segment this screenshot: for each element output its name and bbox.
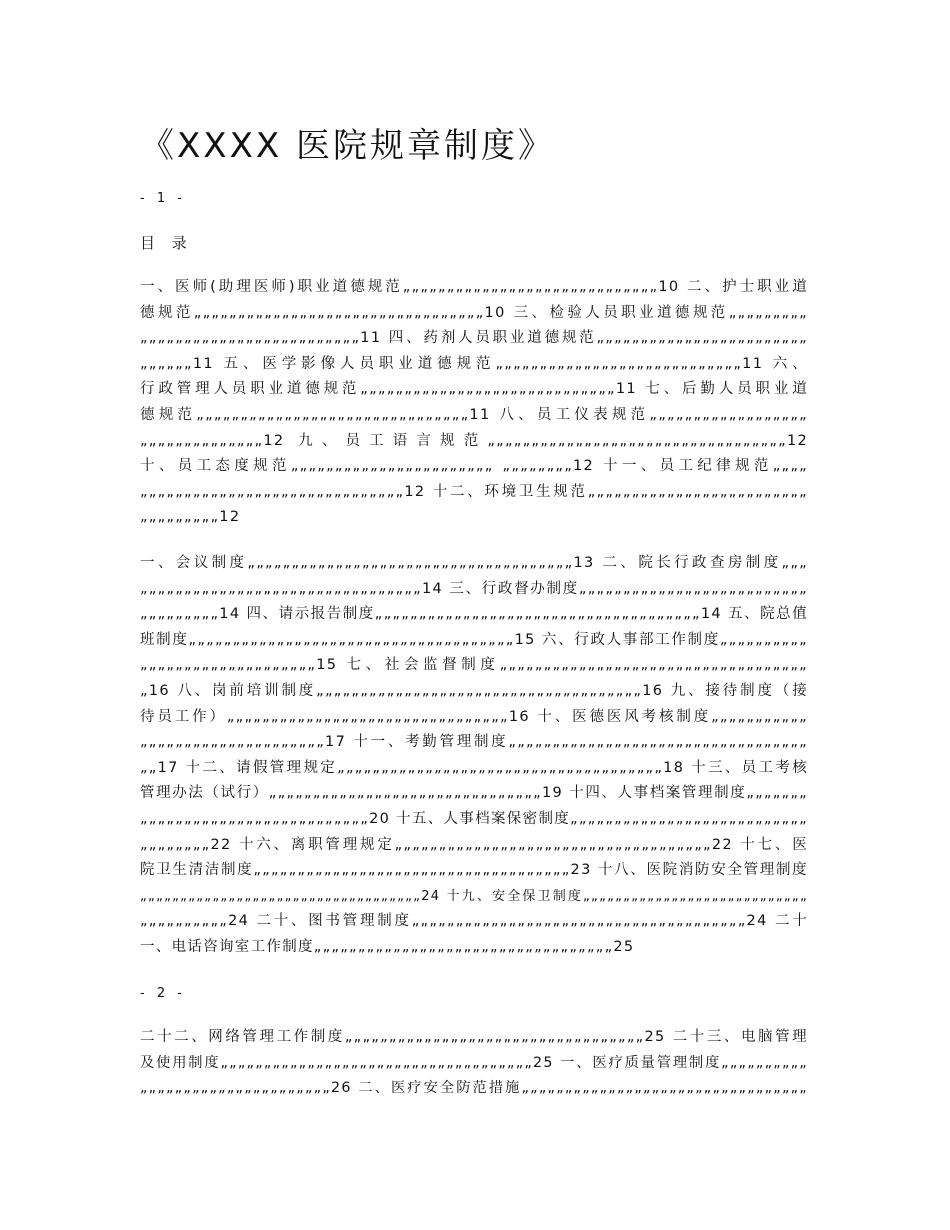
toc-line: „„„„„„„„22 十六、离职管理规定„„„„„„„„„„„„„„„„„„„„„„„„„„„„„„„„„„„„22 十七、医 bbox=[140, 836, 808, 853]
page-marker-1: - 1 - bbox=[140, 191, 186, 206]
toc-line: 一、电话咨询室工作制度„„„„„„„„„„„„„„„„„„„„„„„„„„„„„„„„„„25 bbox=[140, 938, 635, 955]
toc-line: „„17 十二、请假管理规定„„„„„„„„„„„„„„„„„„„„„„„„„„„„„„„„„„„„„18 十三、员工考核 bbox=[140, 759, 808, 776]
toc-line: „„„„„„„„„„„„„„„„„„„„„17 十一、考勤管理制度„„„„„„„„„„„„„„„„„„„„„„„„„„„„„„„„„„ bbox=[140, 734, 808, 751]
toc-paragraph-3 bbox=[140, 1025, 808, 1102]
toc-paragraph-2 bbox=[140, 551, 808, 961]
toc-heading: 目 录 bbox=[140, 234, 193, 252]
toc-line: 十、员工态度规范„„„„„„„„„„„„„„„„„„„„„„„ „„„„„„„„12 十一、员工纪律规范„„„„ bbox=[140, 458, 808, 475]
toc-line: „„„„„„11 五、医学影像人员职业道德规范„„„„„„„„„„„„„„„„„„„„„„„„„„„„11 六、 bbox=[140, 355, 808, 372]
toc-line: „„„„„„„„„„„„„„„„„„„„„„„„„„„„„„„„14 三、行政督办制度„„„„„„„„„„„„„„„„„„„„„„„„„„ bbox=[140, 580, 808, 597]
toc-line: „„„„„„„„„„„„„„„„„„„„„„„„„„„„„„12 十二、环境卫生规范„„„„„„„„„„„„„„„„„„„„„„„„„ bbox=[140, 483, 808, 500]
toc-line: 二十二、网络管理工作制度„„„„„„„„„„„„„„„„„„„„„„„„„„„„„„„„„„25 二十三、电脑管理 bbox=[140, 1029, 808, 1045]
toc-line: 及使用制度„„„„„„„„„„„„„„„„„„„„„„„„„„„„„„„„„„„„25 一、医疗质量管理制度„„„„„„„„„„ bbox=[140, 1054, 808, 1071]
toc-line: 德规范„„„„„„„„„„„„„„„„„„„„„„„„„„„„„„„„„10 三、检验人员职业道德规范„„„„„„„„„ bbox=[140, 304, 808, 321]
toc-line: 待员工作）„„„„„„„„„„„„„„„„„„„„„„„„„„„„„„„„16 十、医德医风考核制度„„„„„„„„„„„ bbox=[140, 708, 808, 725]
toc-line: „„„„„„„„„„„„„„„„„„„„„„„„„11 四、药剂人员职业道德规范„„„„„„„„„„„„„„„„„„„„„„„„ bbox=[140, 330, 808, 347]
toc-line: „„„„„„„„„„„„„„„„„„„„„„„„„„„„„„„„„„„24 十九、安全保卫制度„„„„„„„„„„„„„„„„„„„„„„„„„„„„ bbox=[140, 888, 808, 904]
toc-line: „„„„„„„„„14 四、请示报告制度„„„„„„„„„„„„„„„„„„„„„„„„„„„„„„„„„„„„„14 五、院总值 bbox=[140, 606, 808, 623]
toc-paragraph-1 bbox=[140, 275, 808, 531]
toc-line: 德规范„„„„„„„„„„„„„„„„„„„„„„„„„„„„„„„11 八、员工仪表规范„„„„„„„„„„„„„„„„„„ bbox=[140, 406, 808, 423]
toc-line: 班制度„„„„„„„„„„„„„„„„„„„„„„„„„„„„„„„„„„„„„15 六、行政人事部工作制度„„„„„„„„„„ bbox=[140, 631, 808, 648]
toc-line: „„„„„„„„„„„„„„„„„„„„„„„„„„20 十五、人事档案保密制度„„„„„„„„„„„„„„„„„„„„„„„„„„„ bbox=[140, 810, 808, 827]
toc-line: „„„„„„„„„„„„„„„„„„„„15 七、社会监督制度„„„„„„„„„„„„„„„„„„„„„„„„„„„„„„„„„„„ bbox=[140, 657, 808, 674]
toc-line: „„„„„„„„„„„„„„„„„„„„„„26 二、医疗安全防范措施„„„„„„„„„„„„„„„„„„„„„„„„„„„„„„„„„ bbox=[140, 1080, 808, 1097]
toc-line: „„„„„„„„„12 bbox=[140, 509, 241, 526]
toc-line: 一、会议制度„„„„„„„„„„„„„„„„„„„„„„„„„„„„„„„„„„„„„13 二、院长行政查房制度„„„ bbox=[140, 555, 808, 571]
toc-line: 一、医师(助理医师)职业道德规范„„„„„„„„„„„„„„„„„„„„„„„„„„„„„10 二、护士职业道 bbox=[140, 279, 808, 295]
page-marker-2: - 2 - bbox=[140, 986, 186, 1001]
toc-line: 行政管理人员职业道德规范„„„„„„„„„„„„„„„„„„„„„„„„„„„„„11 七、后勤人员职业道 bbox=[140, 381, 808, 398]
toc-line: 管理办法（试行）„„„„„„„„„„„„„„„„„„„„„„„„„„„„„„„19 十四、人事档案管理制度„„„„„„„ bbox=[140, 785, 808, 802]
toc-line: „„„„„„„„„„24 二十、图书管理制度„„„„„„„„„„„„„„„„„„„„„„„„„„„„„„„„„„„„„„24 二十 bbox=[140, 913, 808, 930]
toc-line: „„„„„„„„„„„„„„12 九、员工语言规范„„„„„„„„„„„„„„„„„„„„„„„„„„„„„„„„„„12 bbox=[140, 432, 808, 449]
toc-line: 院卫生清洁制度„„„„„„„„„„„„„„„„„„„„„„„„„„„„„„„„„„„„23 十八、医院消防安全管理制度 bbox=[140, 862, 808, 879]
toc-line: „16 八、岗前培训制度„„„„„„„„„„„„„„„„„„„„„„„„„„„„„„„„„„„„„16 九、接待制度（接 bbox=[140, 682, 808, 699]
document-title: 《XXXX 医院规章制度》 bbox=[140, 126, 555, 166]
